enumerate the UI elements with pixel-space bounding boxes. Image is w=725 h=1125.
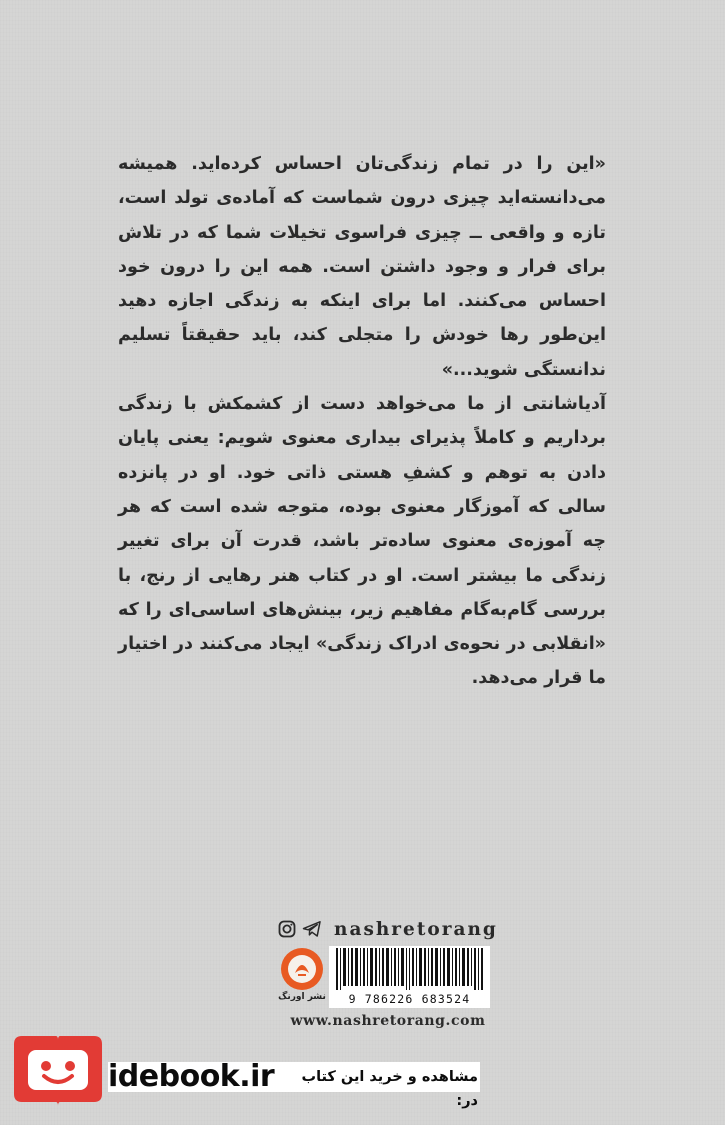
book-logo-icon bbox=[8, 1024, 108, 1120]
social-handle: nashretorang bbox=[334, 918, 498, 940]
social-row bbox=[278, 915, 498, 943]
publisher-name: نشر اورنگ bbox=[278, 992, 326, 1002]
blurb-paragraph-description: آدیاشانتی از ما می‌خواهد دست از کشمکش با زندگی برداریم و کاملاً پذیرای بیداری معنوی شویم: یعنی پایان دادن به توهم و کشفِ هستی ذاتی خود. او در پانزده سالی که آموزگار معنوی بوده، متوجه شده است که هر چه آموزه‌ی معنوی ساده‌تر باشد، قدرت آن برای تغییر زندگی ما بیشتر است. او در کتاب هنر رهایی از رنج، با بررسی گام‌به‌گام مفاهیم زیر، بینش‌های اساسی‌ای را که «انقلابی در نحوه‌ی ادراک زندگی» ایجاد می‌کنند در اختیار ما قرار می‌دهد. bbox=[118, 394, 606, 689]
ad-site-logo[interactable]: idebook.ir bbox=[108, 1059, 275, 1094]
blurb-paragraph-quote: «این را در تمام زندگی‌تان احساس کرده‌اید. همیشه می‌دانسته‌اید چیزی درون شماست که آماده‌ی تولد است، تازه و واقعی ــ چیزی فراسوی تخیلات شما که در تلاش برای فرار و وجود داشتن است. همه این را درون خود احساس می‌کنند. اما برای اینکه به زندگی اجازه دهید این‌طور رها خودش را متجلی کند، باید حقیقتاً تسلیم ندانستگی شوید...» bbox=[118, 154, 606, 380]
isbn-number: 9 786226 683524 bbox=[348, 992, 471, 1006]
blurb-text bbox=[118, 147, 606, 696]
publisher-logo bbox=[278, 945, 326, 1007]
isbn-barcode bbox=[329, 946, 490, 1008]
website-url[interactable]: www.nashretorang.com bbox=[290, 1013, 486, 1029]
instagram-icon[interactable] bbox=[278, 920, 296, 938]
barcode-bars bbox=[336, 948, 483, 990]
ad-caption: مشاهده و خرید این کتاب در: bbox=[301, 1069, 478, 1109]
telegram-icon[interactable] bbox=[302, 920, 322, 938]
